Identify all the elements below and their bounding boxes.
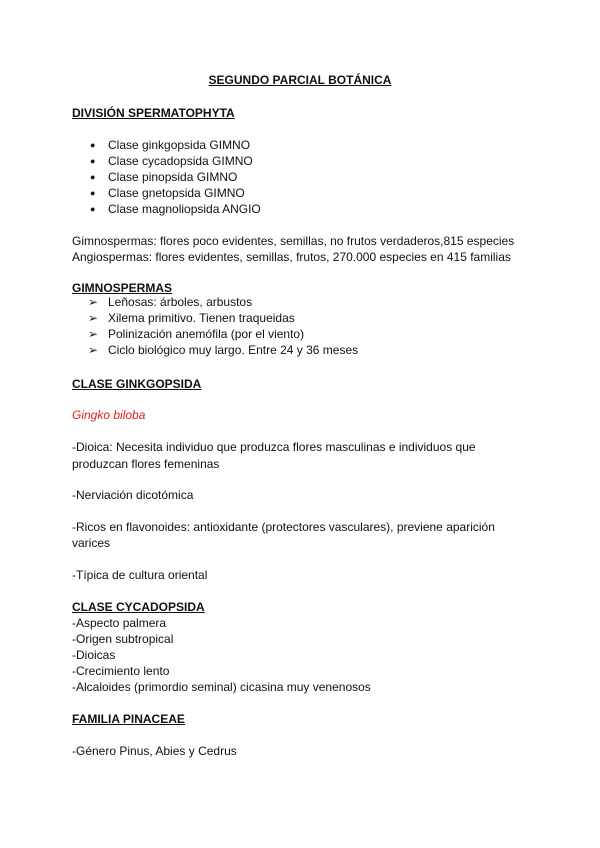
gimnospermas-list <box>108 294 358 358</box>
paragraph-line: -Nerviación dicotómica <box>72 488 194 502</box>
division-class-list <box>108 137 261 217</box>
list-item: -Crecimiento lento <box>72 664 170 678</box>
summary-gimnospermas: Gimnospermas: flores poco evidentes, semillas, no frutos verdaderos,815 especies <box>72 234 515 248</box>
list-item: ● Clase ginkgopsida GIMNO <box>108 137 261 153</box>
list-item: ● Clase magnoliopsida ANGIO <box>108 201 261 217</box>
paragraph-line: -Dioica: Necesita individuo que produzca flores masculinas e individuos que <box>72 440 476 454</box>
list-item: -Alcaloides (primordio seminal) cicasina muy venenosos <box>72 680 371 694</box>
paragraph-line: -Ricos en flavonoides: antioxidante (protectores vasculares), previene aparición <box>72 520 495 534</box>
list-item: ➢ Leñosas: árboles, arbustos <box>108 294 358 310</box>
summary-angiospermas: Angiospermas: flores evidentes, semillas, frutos, 270.000 especies en 415 familias <box>72 250 511 264</box>
division-heading: DIVISIÓN SPERMATOPHYTA <box>72 106 235 120</box>
list-item: ➢ Ciclo biológico muy largo. Entre 24 y 36 meses <box>108 342 358 358</box>
species-name: Gingko biloba <box>72 408 146 422</box>
cycadopsida-heading: CLASE CYCADOPSIDA <box>72 600 205 614</box>
ginkgopsida-heading: CLASE GINKGOPSIDA <box>72 377 202 391</box>
list-item: ➢ Polinización anemófila (por el viento) <box>108 326 358 342</box>
list-item: ● Clase cycadopsida GIMNO <box>108 153 261 169</box>
list-item: ● Clase pinopsida GIMNO <box>108 169 261 185</box>
paragraph-line: produzcan flores femeninas <box>72 457 220 471</box>
pinaceae-heading: FAMILIA PINACEAE <box>72 712 185 726</box>
paragraph-line: -Típica de cultura oriental <box>72 568 208 582</box>
list-item: -Dioicas <box>72 648 116 662</box>
list-item: ➢ Xilema primitivo. Tienen traqueidas <box>108 310 358 326</box>
paragraph-line: varices <box>72 536 111 550</box>
page-title: SEGUNDO PARCIAL BOTÁNICA <box>208 73 392 87</box>
gimnospermas-heading: GIMNOSPERMAS <box>72 281 173 295</box>
paragraph-line: -Género Pinus, Abies y Cedrus <box>72 744 237 758</box>
list-item: -Origen subtropical <box>72 632 174 646</box>
list-item: -Aspecto palmera <box>72 616 167 630</box>
list-item: ● Clase gnetopsida GIMNO <box>108 185 261 201</box>
